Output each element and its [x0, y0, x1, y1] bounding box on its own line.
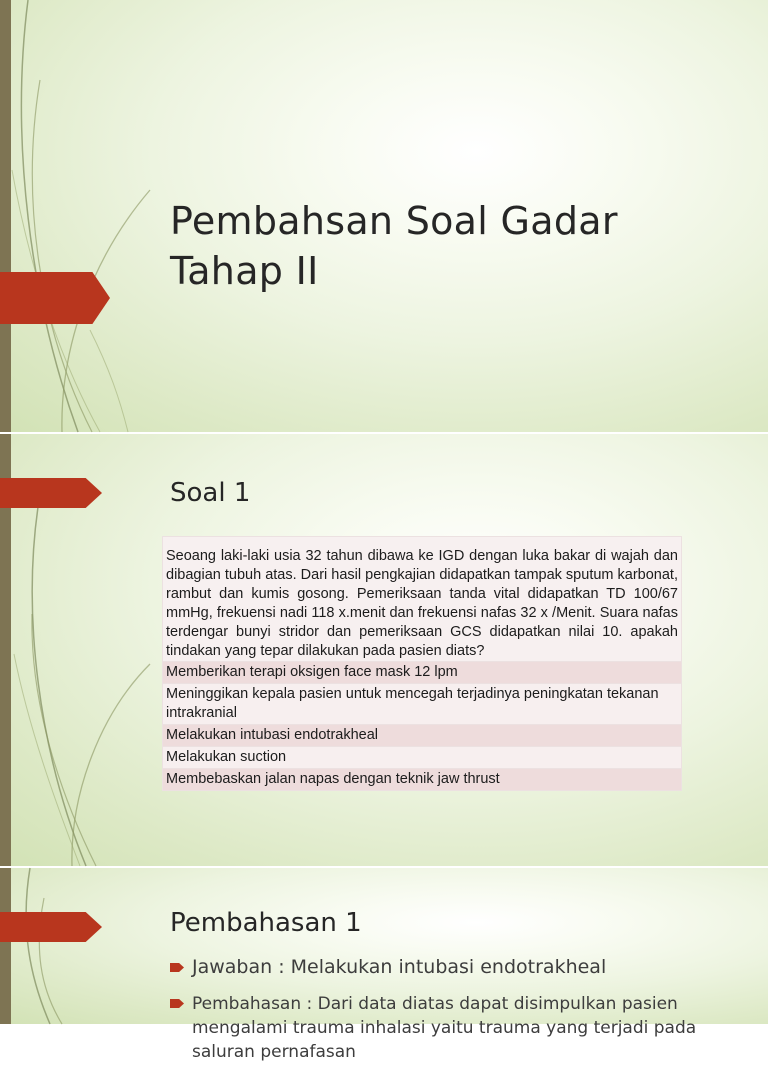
decorative-curves — [0, 0, 160, 432]
table-row — [163, 537, 682, 662]
table-row — [163, 769, 682, 791]
list-item — [170, 956, 760, 978]
table-row — [163, 662, 682, 684]
bullet-list — [170, 956, 760, 1078]
arrow-bullet-icon — [170, 963, 184, 972]
arrow-bullet-icon — [170, 999, 184, 1008]
accent-marker — [0, 272, 110, 324]
question-text: Seoang laki-laki usia 32 tahun dibawa ke IGD dengan luka bakar di wajah dan dibagian tubuh atas. Dari hasil pengkajian didapatkan tampak sputum karbonat, rambut dan kumis gosong. Pemeriksaan tanda vital didapatkan TD 100/67 mmHg, frekuensi nadi 118 x.menit dan frekuensi nafas 32 x /Menit. Suara nafas terdengar bunyi stridor dan pemeriksaan GCS didapatkan nilai 10. apakah tindakan yang tepar dilakukan pada pasien diats? — [163, 537, 682, 662]
slide-heading: Soal 1 — [170, 478, 251, 508]
answer-option: Melakukan intubasi endotrakheal — [163, 725, 682, 747]
table-row — [163, 684, 682, 725]
slide-heading: Pembahasan 1 — [170, 908, 362, 938]
answer-option: Memberikan terapi oksigen face mask 12 lpm — [163, 662, 682, 684]
list-item — [170, 992, 760, 1064]
slide-question — [0, 434, 768, 866]
accent-marker — [0, 912, 102, 942]
slide-title-text: Pembahsan Soal Gadar Tahap II — [170, 199, 618, 293]
answer-option: Melakukan suction — [163, 747, 682, 769]
question-table — [162, 536, 682, 791]
discussion-text: Pembahasan : Dari data diatas dapat disimpulkan pasien mengalami trauma inhalasi yaitu trauma yang terjadi pada saluran pernafasan — [192, 994, 697, 1062]
accent-marker — [0, 478, 102, 508]
decorative-curves — [0, 868, 160, 1024]
slide-title — [0, 0, 768, 432]
table-row — [163, 747, 682, 769]
answer-option: Membebaskan jalan napas dengan teknik jaw thrust — [163, 769, 682, 791]
answer-option: Meninggikan kepala pasien untuk mencegah terjadinya peningkatan tekanan intrakranial — [163, 684, 682, 725]
slide-discussion — [0, 868, 768, 1062]
answer-text: Jawaban : Melakukan intubasi endotrakheal — [192, 956, 607, 978]
table-row — [163, 725, 682, 747]
